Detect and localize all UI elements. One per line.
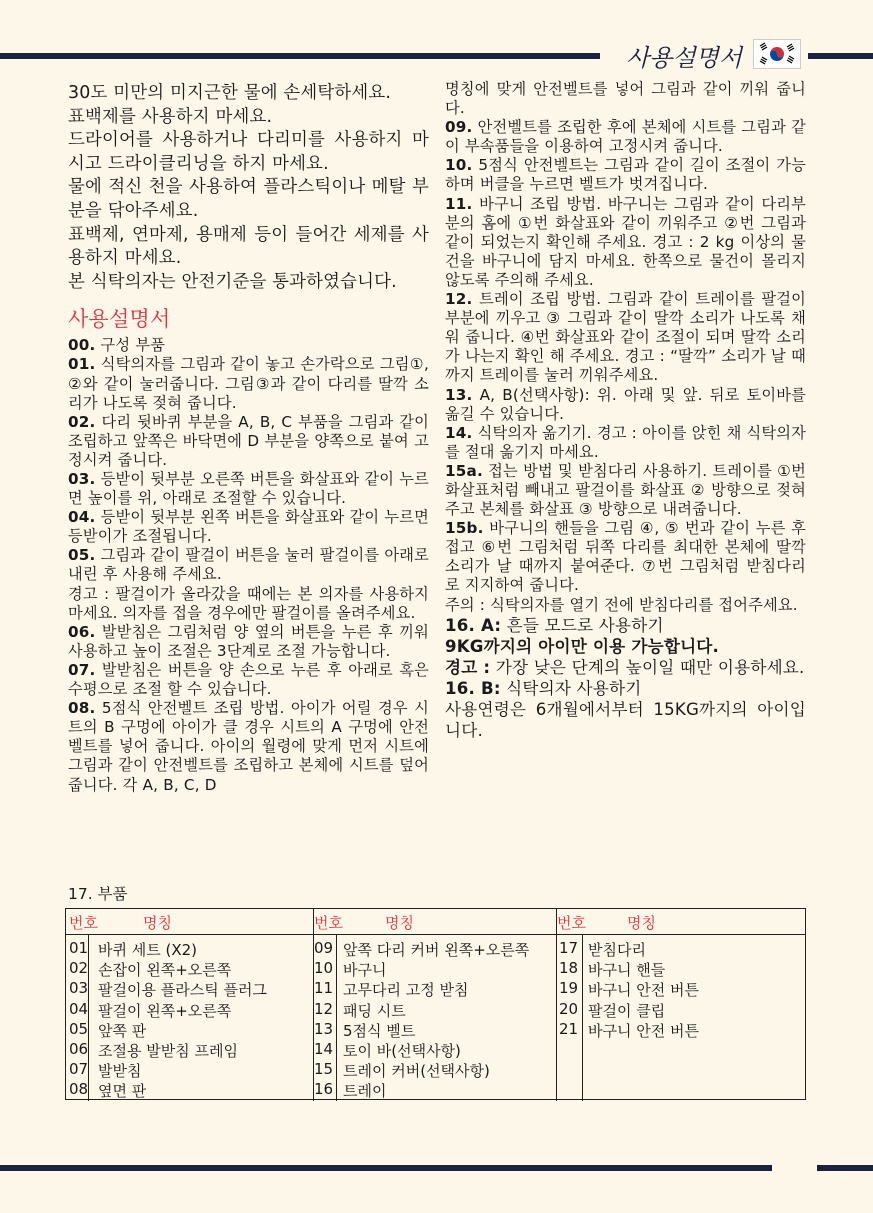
item-number: 15a. <box>445 461 483 480</box>
part-number: 20 <box>559 999 579 1018</box>
item-text: 접는 방법 및 받침다리 사용하기. 트레이를 ①번 화살표처럼 빼내고 팔걸이를 화살표 ② 방향으로 젖혀주고 본체를 화살표 ③ 방향으로 내려줍니다. <box>445 461 806 519</box>
header-name-3: 명칭 <box>627 914 656 932</box>
paragraph <box>445 118 806 156</box>
part-number: 01 <box>69 939 89 957</box>
paragraph <box>445 615 806 636</box>
paragraph <box>445 657 806 678</box>
part-name: 팔걸이 클립 <box>588 1001 666 1020</box>
item-number: 16. A: <box>445 615 502 635</box>
item-number: 경고 : <box>445 657 491 677</box>
part-name: 발받침 <box>98 1062 142 1081</box>
item-number: 14. <box>445 423 473 442</box>
part-name: 트레이 커버(선택사항) <box>343 1062 490 1081</box>
parts-table <box>65 908 806 1100</box>
korean-flag-icon <box>753 39 801 69</box>
item-number: 01. <box>68 355 96 374</box>
right-text-column <box>445 80 806 741</box>
item-number: 09. <box>445 118 473 137</box>
part-name: 앞쪽 판 <box>98 1021 147 1040</box>
paragraph <box>68 176 429 223</box>
part-number: 16 <box>314 1080 334 1099</box>
part-number: 13 <box>314 1019 334 1038</box>
part-number: 11 <box>314 979 334 998</box>
item-text: 안전벨트를 조립한 후에 본체에 시트를 그림과 같이 부속품들을 이용하여 고정시켜 줍니다. <box>445 118 806 156</box>
paragraph <box>445 386 806 424</box>
paragraph <box>445 596 806 615</box>
item-number: 04. <box>68 508 96 527</box>
item-text: 주의 : 식탁의자를 열기 전에 받침다리를 접어주세요. <box>445 595 798 614</box>
footer-rule-left <box>0 1165 772 1171</box>
part-name: 손잡이 왼쪽+오른쪽 <box>98 961 232 980</box>
paragraph <box>445 519 806 595</box>
item-text: 다리 뒷바퀴 부분을 A, B, C 부품을 그림과 같이 조립하고 앞쪽은 바닥면에 D 부분을 양쪽으로 붙여 고정시켜 줍니다. <box>68 412 430 469</box>
paragraph <box>68 508 429 546</box>
part-name: 바구니 <box>343 961 387 980</box>
paragraph <box>68 699 429 794</box>
item-text: A, B(선택사항): 위. 아래 및 앞. 뒤로 토이바를 옮길 수 있습니다. <box>445 385 807 423</box>
item-number: 08. <box>68 699 96 718</box>
part-number: 19 <box>559 979 579 998</box>
part-number: 04 <box>69 999 89 1018</box>
part-number: 02 <box>69 959 89 978</box>
item-text: 트레이 조립 방법. 그림과 같이 트레이를 팔걸이 부분에 끼우고 ③ 그림과 같이 딸깍 소리가 나도록 채워 줍니다. ④번 화살표와 같이 조절이 되며 딸깍 소리가 나는지 확인 해 주세요. 경고 : “딸깍” 소리가 날 때까지 트레이를 눌러 끼워주세요. <box>445 290 806 385</box>
item-text: 명칭에 맞게 안전벨트를 넣어 그림과 같이 끼워 줍니다. <box>445 80 806 118</box>
item-text: 흔들 모드로 사용하기 <box>506 615 664 635</box>
item-text: 9KG까지의 아이만 이용 가능합니다. <box>445 636 720 656</box>
header-rule-left <box>0 53 600 59</box>
part-name: 받침다리 <box>588 941 646 959</box>
item-text: 물에 적신 천을 사용하여 플라스틱이나 메탈 부분을 닦아주세요. <box>68 177 429 221</box>
paragraph <box>68 271 429 295</box>
paragraph <box>68 470 429 508</box>
item-number: 11. <box>445 194 473 213</box>
part-name: 고무다리 고정 받침 <box>343 981 469 1000</box>
item-number: 03. <box>68 470 96 488</box>
item-text: 사용연령은 6개월에서부터 15KG까지의 아이입니다. <box>445 699 806 740</box>
item-text: 식탁의자 사용하기 <box>506 678 642 698</box>
item-text: 등받이 뒷부분 왼쪽 버튼을 화살표와 같이 누르면 등받이가 조절됩니다. <box>68 508 429 546</box>
item-text: 식탁의자 옮기기. 경고 : 아이를 앉힌 채 식탁의자를 절대 옮기지 마세요. <box>445 423 806 461</box>
item-text: 5점식 안전벨트 조립 방법. 아이가 어릴 경우 시트의 B 구멍에 아이가 클 경우 시트의 A 구멍에 안전벨트를 넣어 줍니다. 아이의 월령에 맞게 먼저 시트에 그림과 같이 안전벨트를 조립하고 본체에 시트를 덮어 줍니다. 각 A, B, C, D <box>68 699 430 794</box>
part-number: 15 <box>314 1060 334 1079</box>
item-number: 07. <box>68 660 96 679</box>
paragraph <box>445 699 806 741</box>
part-name: 바퀴 세트 (X2) <box>98 941 198 959</box>
part-number: 21 <box>559 1019 579 1038</box>
item-number: 05. <box>68 546 96 565</box>
paragraph <box>68 413 429 470</box>
part-number: 08 <box>69 1080 89 1099</box>
parts-section-title: 17. 부품 <box>68 885 128 903</box>
item-number: 13. <box>445 385 473 404</box>
part-name: 조절용 발받침 프레임 <box>98 1042 238 1060</box>
header-num-3: 번호 <box>557 914 586 932</box>
part-number: 07 <box>69 1060 89 1079</box>
item-number: 15b. <box>445 519 484 538</box>
part-name: 패딩 시트 <box>343 1001 406 1020</box>
paragraph <box>68 585 429 623</box>
paragraph <box>445 195 806 290</box>
paragraph <box>445 424 806 462</box>
item-text: 5점식 안전벨트는 그림과 같이 길이 조절이 가능하며 버클을 누르면 벨트가 벗겨집니다. <box>445 156 806 194</box>
item-text: 표백제, 연마제, 용매제 등이 들어간 세제를 사용하지 마세요. <box>68 224 429 269</box>
paragraph <box>68 661 429 699</box>
item-text: 드라이어를 사용하거나 다리미를 사용하지 마시고 드라이클리닝을 하지 마세요. <box>68 130 429 174</box>
item-number: 06. <box>68 622 96 641</box>
col-divider <box>556 935 557 1101</box>
paragraph <box>68 106 429 130</box>
paragraph <box>68 129 429 176</box>
part-number: 12 <box>314 999 334 1018</box>
paragraph <box>68 336 429 355</box>
part-name: 바구니 핸들 <box>588 961 666 980</box>
paragraph <box>68 224 429 271</box>
item-text: 경고 : 팔걸이가 올라갔을 때에는 본 의자를 사용하지 마세요. 의자를 접을 경우에만 팔걸이를 올려주세요. <box>68 584 429 622</box>
paragraph <box>68 546 429 584</box>
part-number: 03 <box>69 979 89 998</box>
item-text: 식탁의자를 그림과 같이 놓고 손가락으로 그림①, ②와 같이 눌러줍니다. 그림③과 같이 다리를 딸깍 소리가 나도록 젖혀 줍니다. <box>68 355 429 412</box>
item-text: 등받이 뒷부분 오른쪽 버튼을 화살표와 같이 누르면 높이를 위, 아래로 조절할 수 있습니다. <box>68 470 429 508</box>
header-divider <box>556 909 557 935</box>
part-name: 토이 바(선택사항) <box>343 1042 461 1060</box>
part-name: 5점식 벨트 <box>343 1021 416 1040</box>
footer-rule-right <box>817 1165 873 1171</box>
part-name: 옆면 판 <box>98 1082 147 1101</box>
part-name: 바구니 안전 버튼 <box>588 981 699 1000</box>
item-number: 16. B: <box>445 678 501 698</box>
item-number: 10. <box>445 156 473 175</box>
item-text: 본 식탁의자는 안전기준을 통과하였습니다. <box>68 271 397 292</box>
header-rule-right <box>808 53 873 59</box>
item-number: 02. <box>68 412 96 431</box>
item-text: 바구니의 핸들을 그림 ④, ⑤ 번과 같이 누른 후 접고 ⑥번 그림처럼 뒤쪽 다리를 최대한 본체에 딸깍 소리가 날 때까지 붙여준다. ⑦번 그림처럼 받침다리로 지지하여 줍니다. <box>445 519 806 595</box>
page-header-title: 사용설명서 <box>626 44 742 72</box>
item-number: 12. <box>445 290 473 309</box>
paragraph <box>68 82 429 106</box>
header-num-1: 번호 <box>69 914 98 932</box>
item-text: 발받침은 그림처럼 양 옆의 버튼을 누른 후 끼워 사용하고 높이 조절은 3단계로 조절 가능합니다. <box>68 622 430 660</box>
item-text: 발받침은 버튼을 양 손으로 누른 후 아래로 혹은 수평으로 조절 할 수 있습니다. <box>68 660 430 699</box>
part-name: 팔걸이 왼쪽+오른쪽 <box>98 1001 232 1020</box>
paragraph <box>445 156 806 194</box>
part-number: 05 <box>69 1019 89 1038</box>
item-text: 구성 부품 <box>100 336 166 355</box>
paragraph <box>68 355 429 412</box>
left-text-column <box>68 82 429 795</box>
part-number: 14 <box>314 1040 334 1058</box>
part-name: 트레이 <box>343 1082 387 1101</box>
paragraph <box>445 678 806 699</box>
parts-table-header <box>66 909 805 935</box>
header-name-1: 명칭 <box>143 914 172 932</box>
part-number: 09 <box>314 939 334 957</box>
item-text: 가장 낮은 단계의 높이일 때만 이용하세요. <box>495 657 805 677</box>
part-name: 앞쪽 다리 커버 왼쪽+오른쪽 <box>343 941 530 959</box>
col-divider <box>336 935 337 1101</box>
paragraph <box>445 636 806 657</box>
part-name: 바구니 안전 버튼 <box>588 1021 699 1040</box>
item-text: 바구니 조립 방법. 바구니는 그림과 같이 다리부분의 홈에 ①번 화살표와 같이 끼워주고 ②번 그림과 같이 되었는지 확인해 주세요. 경고 : 2 kg 이상의 물건을 바구니에 담지 마세요. 한쪽으로 물건이 몰리지 않도록 주의해 주세요. <box>445 194 806 289</box>
item-text: 표백제를 사용하지 마세요. <box>68 106 273 127</box>
header-divider <box>313 909 314 935</box>
part-number: 17 <box>559 939 579 957</box>
part-number: 18 <box>559 959 579 978</box>
paragraph <box>445 80 806 118</box>
col-divider <box>582 935 583 1101</box>
header-name-2: 명칭 <box>385 914 414 932</box>
part-number: 06 <box>69 1040 89 1058</box>
paragraph <box>445 462 806 519</box>
section-title: 사용설명서 <box>68 307 171 332</box>
paragraph <box>445 290 806 385</box>
item-text: 30도 미만의 미지근한 물에 손세탁하세요. <box>68 83 392 103</box>
item-number: 00. <box>68 336 96 355</box>
header-num-2: 번호 <box>314 914 343 932</box>
part-name: 팔걸이용 플라스틱 플러그 <box>98 981 267 1000</box>
paragraph <box>68 623 429 661</box>
part-number: 10 <box>314 959 334 978</box>
item-text: 그림과 같이 팔걸이 버튼을 눌러 팔걸이를 아래로 내린 후 사용해 주세요. <box>68 546 429 584</box>
